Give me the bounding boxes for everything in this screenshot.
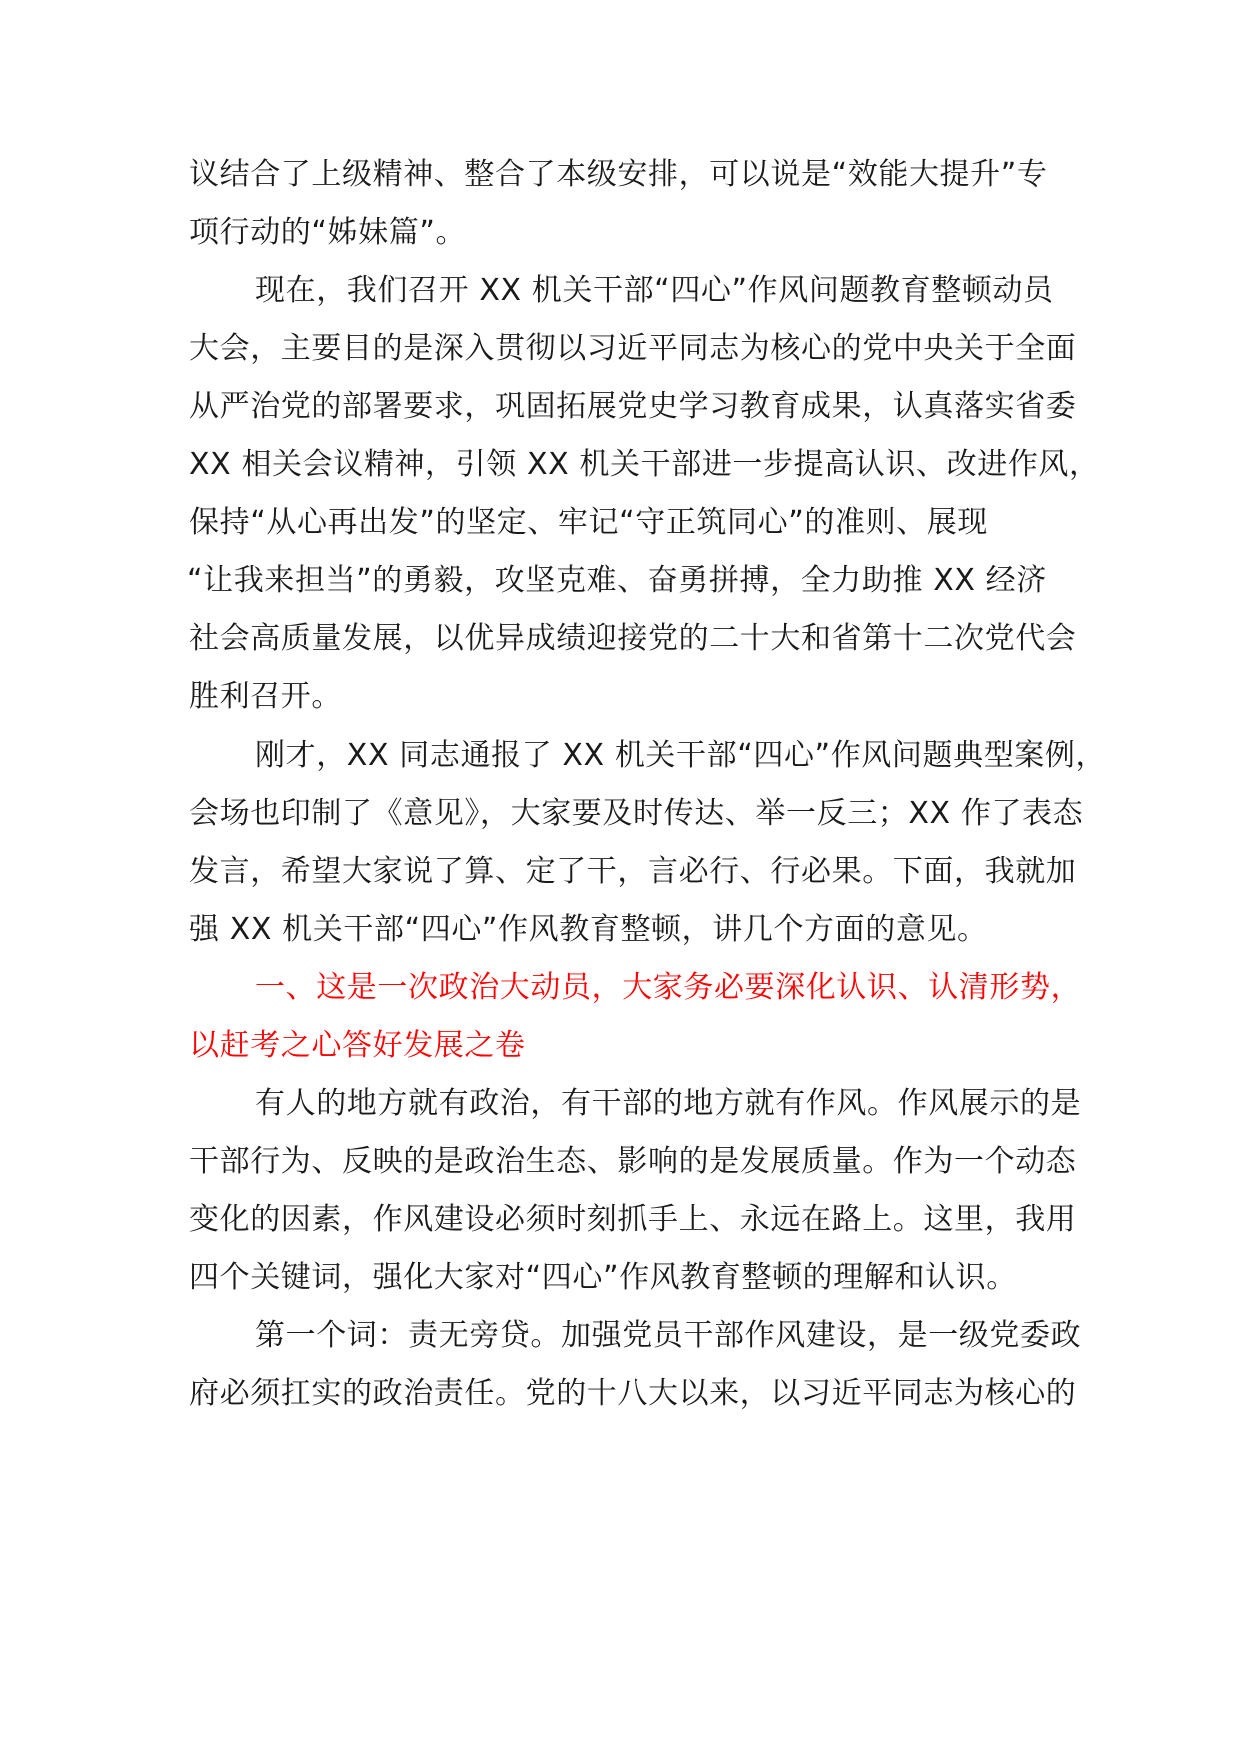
body-text-line: 保持“从心再出发”的坚定、牢记“守正筑同心”的准则、展现 [189,505,988,540]
body-text-line: XX 相关会议精神，引领 XX 机关干部进一步提高认识、改进作风， [189,447,1100,482]
body-text-line: 胜利召开。 [189,679,342,714]
paragraph-first-line: 第一个词：责无旁贷。加强党员干部作风建设，是一级党委政 [255,1318,1082,1353]
body-text-line: 议结合了上级精神、整合了本级安排，可以说是“效能大提升”专 [189,157,1048,192]
section-heading: 一、这是一次政治大动员，大家务必要深化认识、认清形势， [255,970,1082,1005]
body-text-line: 会场也印制了《意见》，大家要及时传达、举一反三；XX 作了表态 [189,796,1084,831]
body-text-line: 社会高质量发展，以优异成绩迎接党的二十大和省第十二次党代会 [189,621,1077,656]
body-text-line: 强 XX 机关干部“四心”作风教育整顿，讲几个方面的意见。 [189,912,988,947]
section-heading: 以赶考之心答好发展之卷 [189,1028,526,1063]
body-text-line: 变化的因素，作风建设必须时刻抓手上、永远在路上。这里，我用 [189,1202,1077,1237]
paragraph-first-line: 刚才，XX 同志通报了 XX 机关干部“四心”作风问题典型案例， [255,738,1107,773]
body-text-line: 四个关键词，强化大家对“四心”作风教育整顿的理解和认识。 [189,1260,1017,1295]
body-text-line: 发言，希望大家说了算、定了干，言必行、行必果。下面，我就加 [189,854,1077,889]
body-text-line: 项行动的“姊妹篇”。 [189,215,467,250]
body-text-line: 从严治党的部署要求，巩固拓展党史学习教育成果，认真落实省委 [189,389,1077,424]
paragraph-first-line: 现在，我们召开 XX 机关干部“四心”作风问题教育整顿动员 [255,273,1054,308]
paragraph-first-line: 有人的地方就有政治，有干部的地方就有作风。作风展示的是 [255,1086,1082,1121]
body-text-line: 府必须扛实的政治责任。党的十八大以来，以习近平同志为核心的 [189,1376,1077,1411]
body-text-line: 干部行为、反映的是政治生态、影响的是发展质量。作为一个动态 [189,1144,1077,1179]
body-text-line: 大会，主要目的是深入贯彻以习近平同志为核心的党中央关于全面 [189,331,1077,366]
body-text-line: “让我来担当”的勇毅，攻坚克难、奋勇拼搏，全力助推 XX 经济 [187,563,1047,598]
